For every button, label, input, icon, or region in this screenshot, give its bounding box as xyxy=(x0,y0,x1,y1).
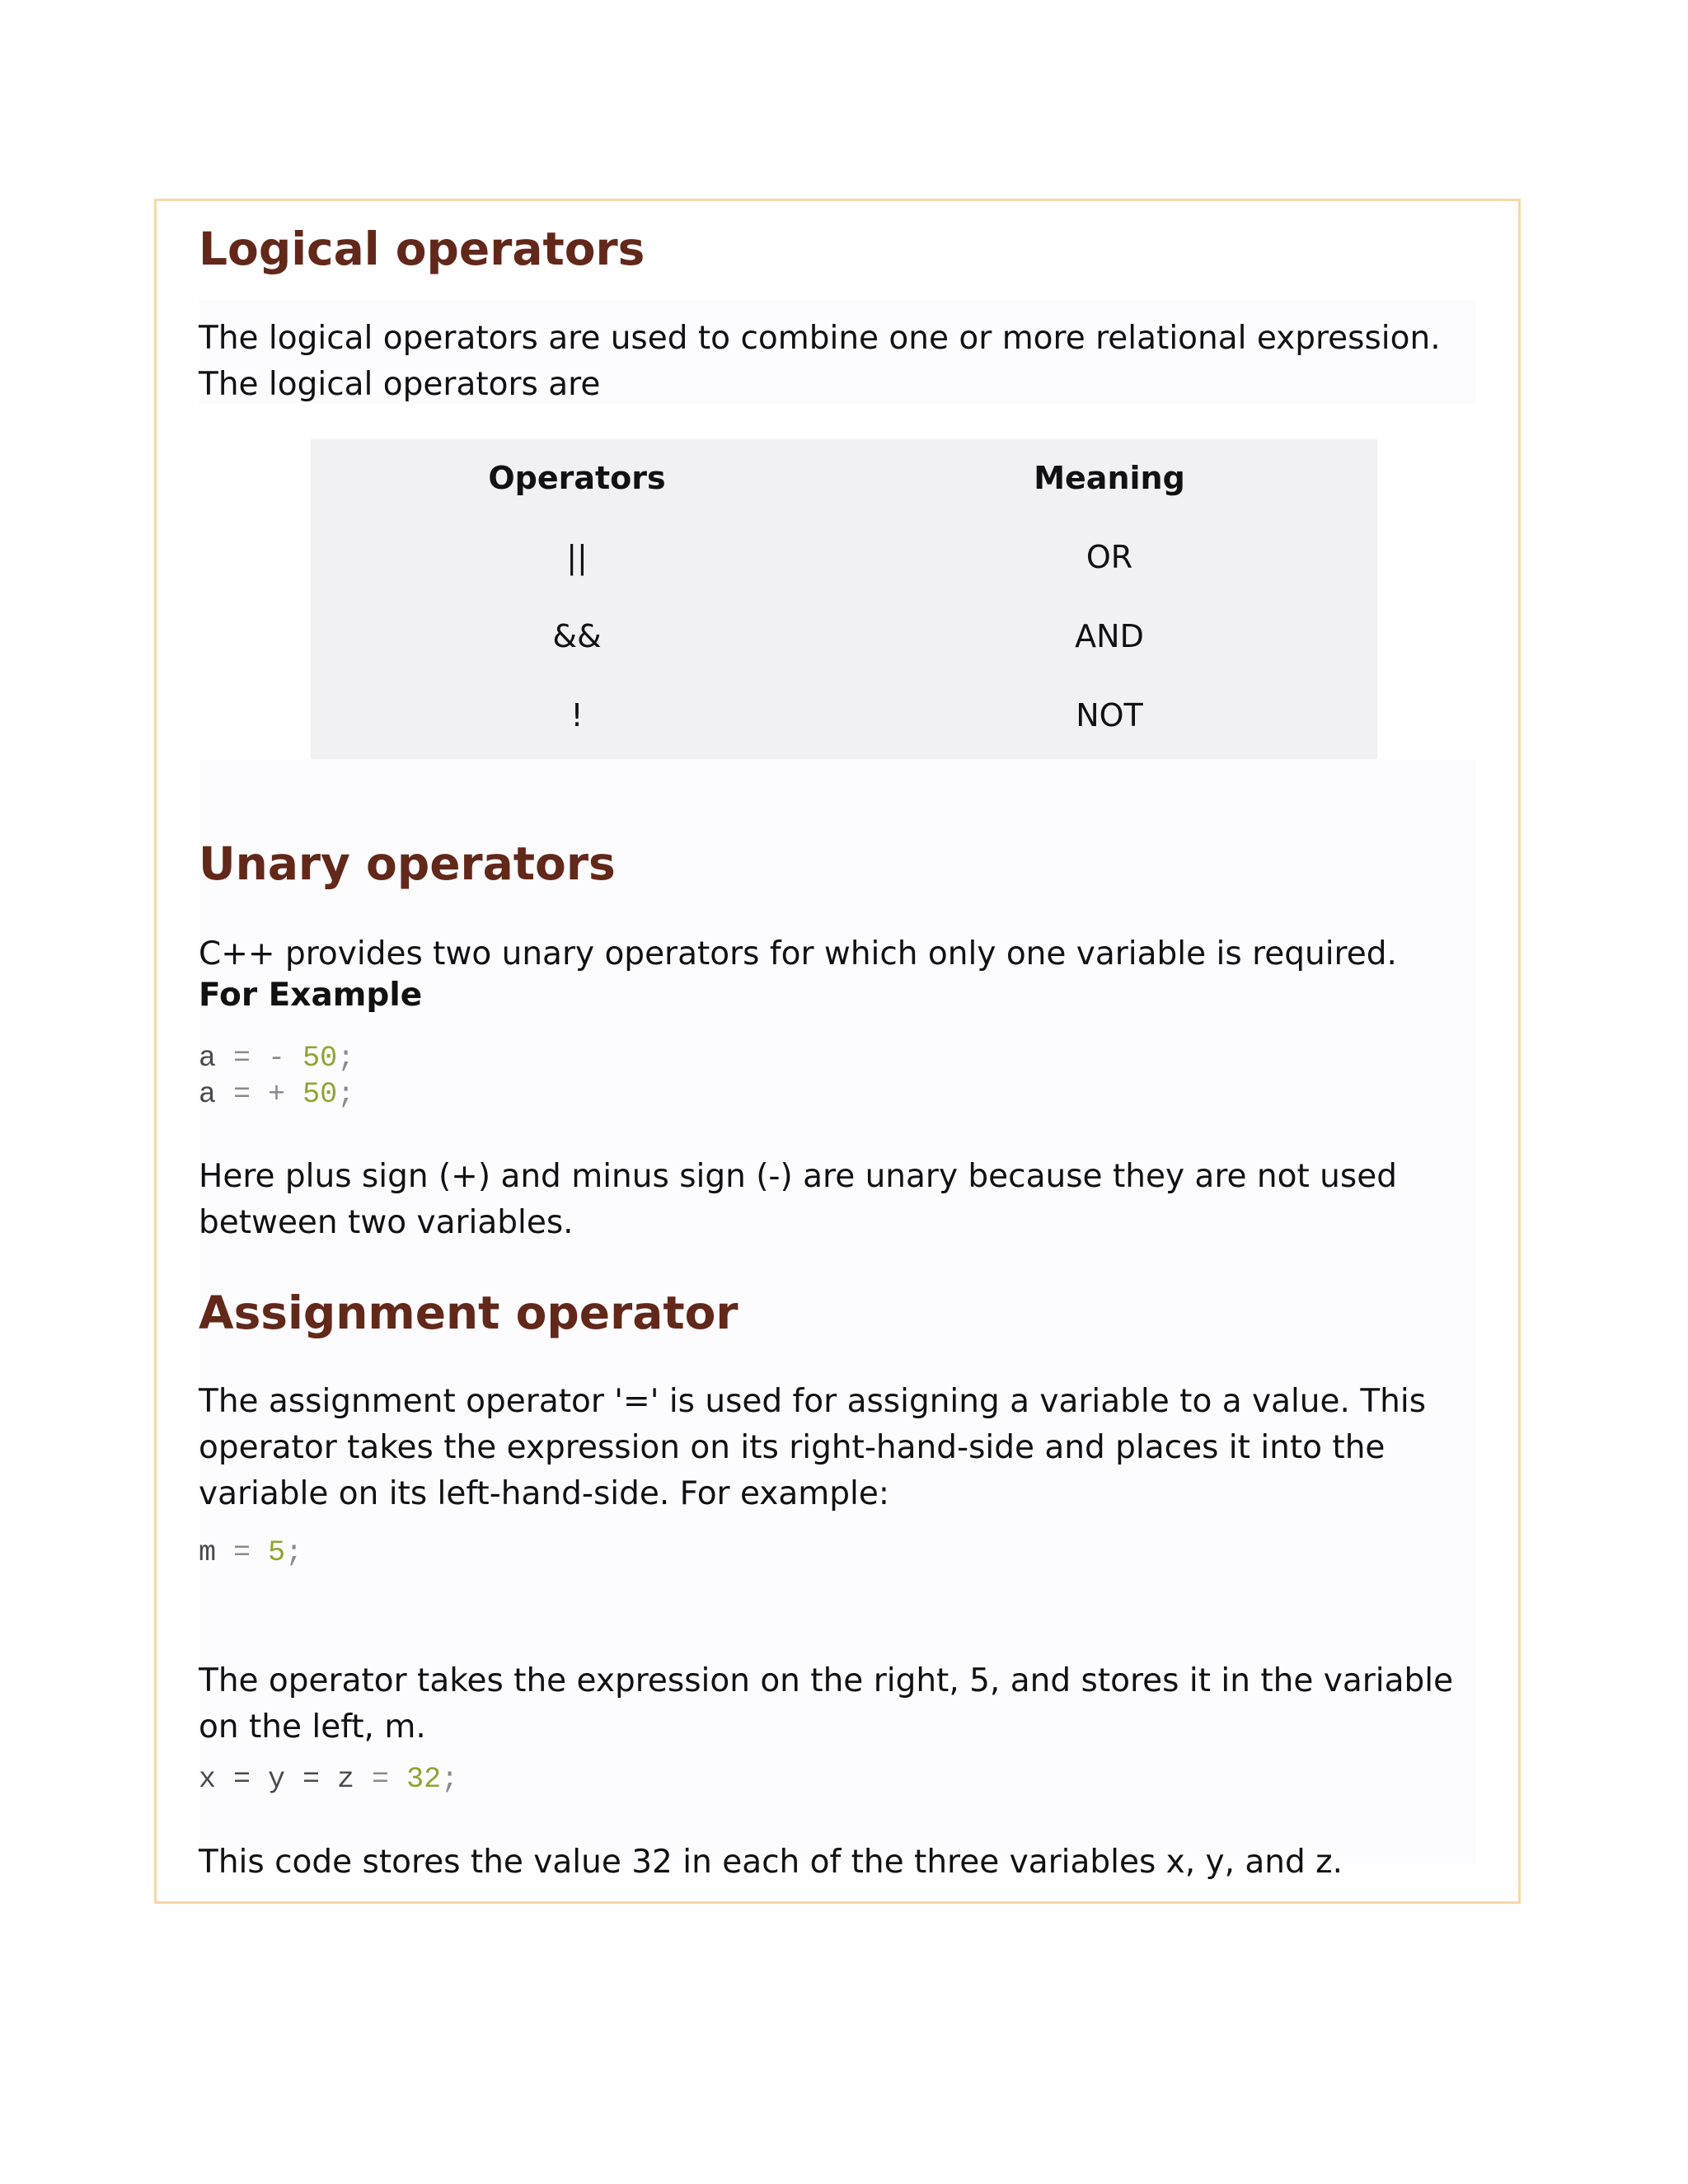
heading-assignment-operator: Assignment operator xyxy=(199,1286,738,1339)
code-variable: a xyxy=(199,1078,217,1111)
code-variable: x = y = z xyxy=(199,1763,355,1796)
unary-code-block xyxy=(199,1040,354,1113)
unary-explanation-line: between two variables. xyxy=(199,1204,574,1241)
assignment-intro-line: operator takes the expression on its right-hand-side and places it into the xyxy=(199,1429,1386,1466)
table-header-meaning: Meaning xyxy=(1034,460,1185,496)
code-semicolon: ; xyxy=(337,1042,355,1075)
code-semicolon: ; xyxy=(441,1763,459,1796)
assignment-explanation-line: on the left, m. xyxy=(199,1708,426,1746)
unary-intro: C++ provides two unary operators for which only one variable is required. xyxy=(199,935,1397,972)
code-number: 50 xyxy=(302,1078,338,1111)
logical-intro-line: The logical operators are used to combine one or more relational expression. xyxy=(199,320,1441,357)
assignment-code-block-2 xyxy=(199,1761,458,1797)
code-operator: = + xyxy=(233,1078,286,1111)
table-cell-meaning: OR xyxy=(1085,539,1133,575)
table-cell-operator: ! xyxy=(570,697,584,733)
heading-unary-operators: Unary operators xyxy=(199,837,616,890)
code-line xyxy=(199,1761,458,1797)
code-operator: = xyxy=(372,1763,390,1796)
assignment-explanation xyxy=(199,1658,1453,1750)
code-line xyxy=(199,1076,354,1113)
logical-intro-line: The logical operators are xyxy=(199,366,601,403)
assignment-closing: This code stores the value 32 in each of the three variables x, y, and z. xyxy=(199,1844,1343,1881)
logical-intro xyxy=(199,316,1441,408)
unary-example-label: For Example xyxy=(199,977,423,1014)
assignment-explanation-line: The operator takes the expression on the right, 5, and stores it in the variable xyxy=(199,1662,1454,1699)
code-variable: m xyxy=(199,1536,217,1569)
assignment-intro-line: variable on its left-hand-side. For example: xyxy=(199,1475,889,1512)
code-number: 32 xyxy=(406,1763,442,1796)
unary-explanation xyxy=(199,1154,1397,1246)
heading-logical-operators: Logical operators xyxy=(199,223,645,275)
code-number: 50 xyxy=(302,1042,338,1075)
code-operator: = xyxy=(233,1536,251,1569)
table-header-operators: Operators xyxy=(488,460,666,496)
code-semicolon: ; xyxy=(337,1078,355,1111)
code-semicolon: ; xyxy=(285,1536,303,1569)
code-operator: = - xyxy=(233,1042,286,1075)
logical-operators-table xyxy=(311,439,1377,759)
assignment-intro-line: The assignment operator '=' is used for assigning a variable to a value. This xyxy=(199,1383,1427,1420)
code-variable: a xyxy=(199,1042,217,1075)
assignment-code-block-1 xyxy=(199,1535,302,1571)
table-cell-meaning: AND xyxy=(1075,618,1144,654)
code-number: 5 xyxy=(268,1536,286,1569)
code-line xyxy=(199,1535,302,1571)
code-line xyxy=(199,1040,354,1076)
table-cell-meaning: NOT xyxy=(1076,697,1143,733)
assignment-intro xyxy=(199,1379,1426,1517)
unary-explanation-line: Here plus sign (+) and minus sign (-) are unary because they are not used xyxy=(199,1158,1397,1195)
table-cell-operator: || xyxy=(566,539,588,575)
table-cell-operator: && xyxy=(552,618,602,654)
